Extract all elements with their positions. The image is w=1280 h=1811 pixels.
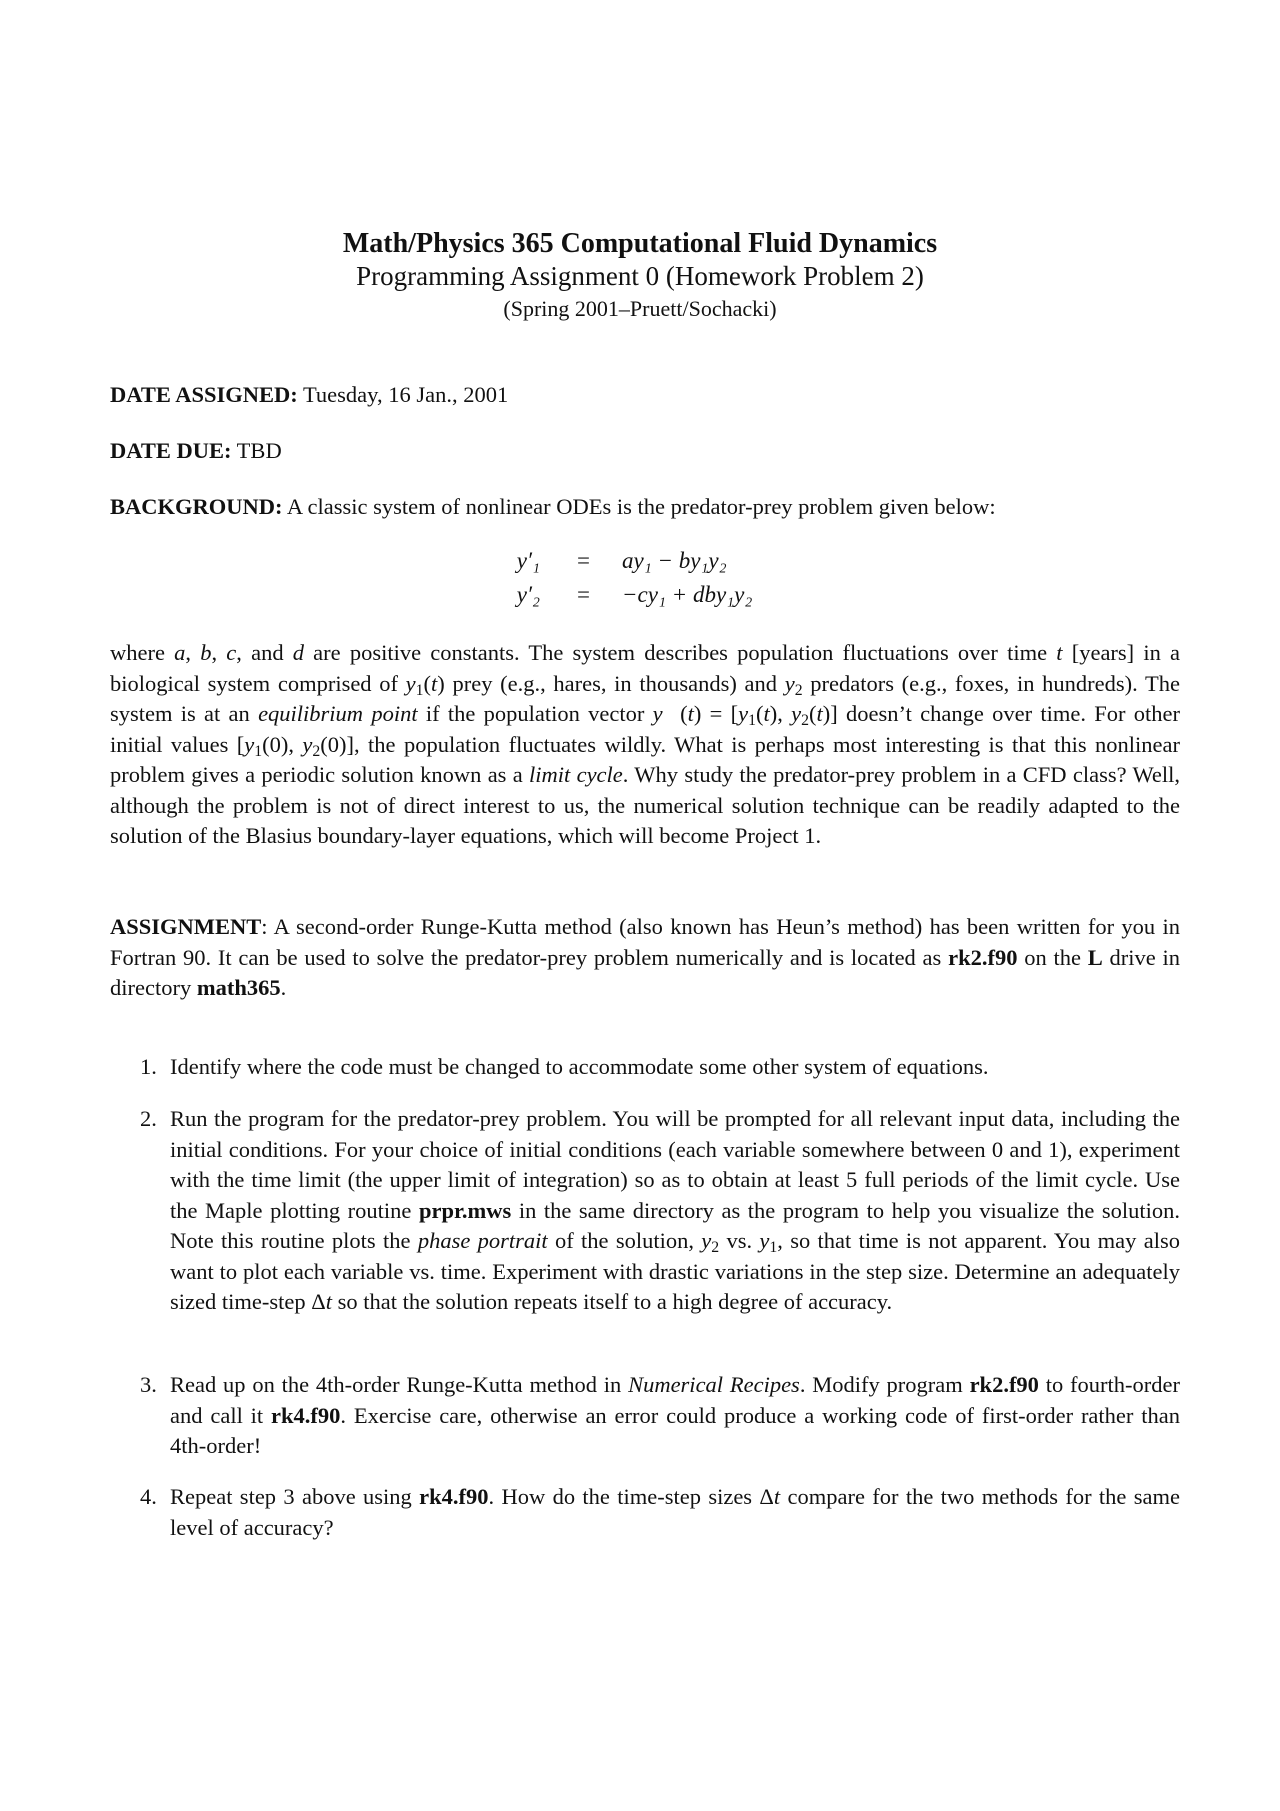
bold-text: prpr.mws: [418, 1197, 512, 1223]
list-number: 1.: [140, 1054, 157, 1079]
date-due-value: TBD: [231, 438, 282, 463]
equation-1: [0, 548, 1280, 582]
text-run: )]: [822, 701, 838, 726]
text-run: , the population fluctuates wildly. What is perhaps most interesting is that this nonlinear problem gives a periodic solution known as a: [110, 731, 1180, 787]
list-item: [140, 1104, 1180, 1318]
text-run: ) = [: [693, 701, 739, 726]
date-due: [110, 436, 1180, 467]
subscript: 2: [794, 681, 803, 699]
text-run: Read up on the 4th-order Runge-Kutta method in: [170, 1372, 629, 1397]
text-run: (: [680, 701, 688, 726]
equation-equals: =: [577, 582, 590, 607]
background-heading: [110, 492, 1180, 523]
text-run: so that the solution repeats itself to a high degree of accuracy.: [331, 1289, 893, 1314]
text-run: of the solution,: [547, 1228, 702, 1253]
italic-text: b: [200, 640, 212, 665]
document-subtitle: Programming Assignment 0 (Homework Problem 2): [356, 261, 924, 291]
bold-text: ASSIGNMENT: [110, 914, 262, 939]
bold-text: rk4.f90: [419, 1484, 489, 1509]
italic-text: a: [174, 640, 186, 665]
text-run: (: [423, 670, 432, 696]
assignment-paragraph: [110, 912, 1180, 1004]
bold-text: rk2.f90: [948, 944, 1018, 970]
italic-text: t: [816, 701, 823, 726]
date-assigned: [110, 380, 1180, 411]
italic-text: y: [302, 731, 313, 757]
text-run: predators (e.g., foxes, in hundreds). The system is at an: [110, 670, 1180, 726]
text-run: . Why study the predator-prey problem in a CFD class? Well, although the problem is not of direct interest to us, the numerical solution technique can be readily adapted to the solution of the Blasius boundary-layer equations, which will become Project 1.: [110, 762, 1181, 848]
subscript: 1: [415, 681, 424, 699]
bold-text: rk4.f90: [271, 1402, 341, 1428]
italic-text: y: [738, 701, 749, 726]
equation-rhs: −cy₁ + dby₁y₂: [622, 582, 753, 607]
text-run: to fourth-order and call it: [170, 1372, 1180, 1428]
italic-text: y: [791, 701, 802, 726]
italic-text: t: [773, 1484, 781, 1509]
text-run: prey (e.g., hares, in thousands) and: [444, 670, 785, 696]
subscript: 1: [254, 742, 263, 760]
equation-equals: =: [577, 548, 590, 573]
italic-text: t: [1056, 640, 1063, 665]
equation-rhs: ay₁ − by₁y₂: [622, 548, 727, 573]
bold-text: rk2.f90: [969, 1372, 1039, 1397]
list-item-text: [170, 1482, 1180, 1543]
italic-text: y: [405, 670, 416, 696]
text-run: ),: [769, 701, 792, 726]
italic-text: t: [325, 1289, 332, 1314]
text-run: . How do the time-step sizes Δ: [488, 1484, 774, 1509]
list-item: [140, 1482, 1180, 1543]
subscript: 2: [711, 1239, 720, 1256]
subscript: 1: [748, 712, 756, 729]
equation-lhs: y′₁: [516, 548, 540, 573]
text-run: : A second-order Runge-Kutta method (also known has Heun’s method) has been written for you in Fortran 90. It can be used to solve the predator-prey problem numerically and is located as: [110, 914, 1180, 970]
text-run: in the same directory as the program to help you visualize the solution. Note this routine plots the: [170, 1197, 1180, 1253]
list-item: [140, 1370, 1180, 1462]
text-run: Run the program for the predator-prey problem. You will be prompted for all relevant input data, including the initial conditions. For your choice of initial conditions (each variable somewhere between 0 and 1), experiment with the time limit (the upper limit of integration) so as to obtain at least 5 full periods of the limit cycle. Use the Maple plotting routine: [170, 1106, 1180, 1223]
text-run: Repeat step 3 above using: [170, 1484, 420, 1509]
text-run: Identify where the code must be changed to accommodate some other system of equations.: [170, 1054, 989, 1079]
text-run: (: [809, 701, 817, 726]
list-number: 3.: [140, 1372, 157, 1397]
document-term: (Spring 2001–Pruett/Sochacki): [503, 296, 777, 321]
italic-text: y: [784, 670, 795, 696]
subscript: 2: [801, 712, 810, 729]
background-label: BACKGROUND:: [110, 494, 283, 519]
list-item-text: [170, 1052, 1180, 1083]
text-run: where: [110, 640, 175, 665]
italic-text: t: [431, 670, 438, 696]
text-run: are positive constants. The system describes population fluctuations over time: [304, 640, 1057, 665]
italic-text: y: [244, 731, 255, 757]
text-run: , and: [236, 640, 293, 665]
italic-text: phase portrait: [417, 1228, 548, 1253]
document-title: Math/Physics 365 Computational Fluid Dynamics: [342, 228, 938, 259]
italic-text: y: [701, 1228, 712, 1253]
subscript: 1: [769, 1239, 778, 1256]
text-run: on the: [1017, 944, 1088, 970]
equation-lhs: y′₂: [516, 582, 540, 607]
equation-2: [0, 582, 1280, 616]
text-run: compare for the two methods for the same level of accuracy?: [170, 1484, 1180, 1540]
date-assigned-label: DATE ASSIGNED:: [110, 382, 298, 407]
bold-text: L: [1087, 944, 1103, 970]
text-run: if the population vector: [417, 701, 653, 726]
list-item: [140, 1052, 1180, 1083]
italic-text: d: [292, 640, 304, 665]
list-item-text: [170, 1370, 1180, 1462]
subscript: 2: [312, 742, 321, 760]
list-number: 4.: [140, 1484, 157, 1509]
text-run: drive in directory: [110, 944, 1181, 1000]
italic-text: equilibrium point: [258, 701, 418, 726]
italic-text: y: [759, 1228, 770, 1253]
italic-text: Numerical Recipes: [628, 1372, 800, 1397]
text-run: ,: [211, 640, 227, 665]
italic-text: limit cycle: [529, 762, 623, 787]
text-run: (0)]: [320, 731, 355, 757]
text-run: . Modify program: [799, 1372, 970, 1397]
bold-text: math365: [196, 975, 281, 1000]
text-run: [years] in a biological system comprised of: [110, 640, 1181, 696]
background-paragraph: [110, 638, 1180, 852]
text-run: vs.: [719, 1228, 760, 1253]
text-run: (0),: [262, 731, 303, 757]
background-intro: A classic system of nonlinear ODEs is the predator-prey problem given below:: [282, 494, 996, 519]
list-item-text: [170, 1104, 1180, 1318]
text-run: ,: [185, 640, 201, 665]
text-run: , so that time is not apparent. You may also want to plot each variable vs. time. Experiment with drastic variations in the step size. Determine an adequately sized time-step Δ: [170, 1228, 1180, 1314]
text-run: doesn’t change over time. For other initial values [: [110, 701, 1181, 757]
date-due-label: DATE DUE:: [110, 438, 232, 463]
text-run: .: [280, 975, 287, 1000]
date-assigned-value: Tuesday, 16 Jan., 2001: [297, 382, 509, 407]
list-number: 2.: [140, 1106, 157, 1131]
text-run: ): [437, 670, 445, 696]
italic-text: t: [763, 701, 770, 726]
text-run: (: [755, 701, 764, 726]
italic-text: c: [226, 640, 237, 665]
italic-text: t: [687, 701, 694, 726]
text-run: . Exercise care, otherwise an error could produce a working code of first-order rather than 4th-order!: [170, 1402, 1180, 1458]
italic-text: y⃗: [652, 701, 681, 726]
